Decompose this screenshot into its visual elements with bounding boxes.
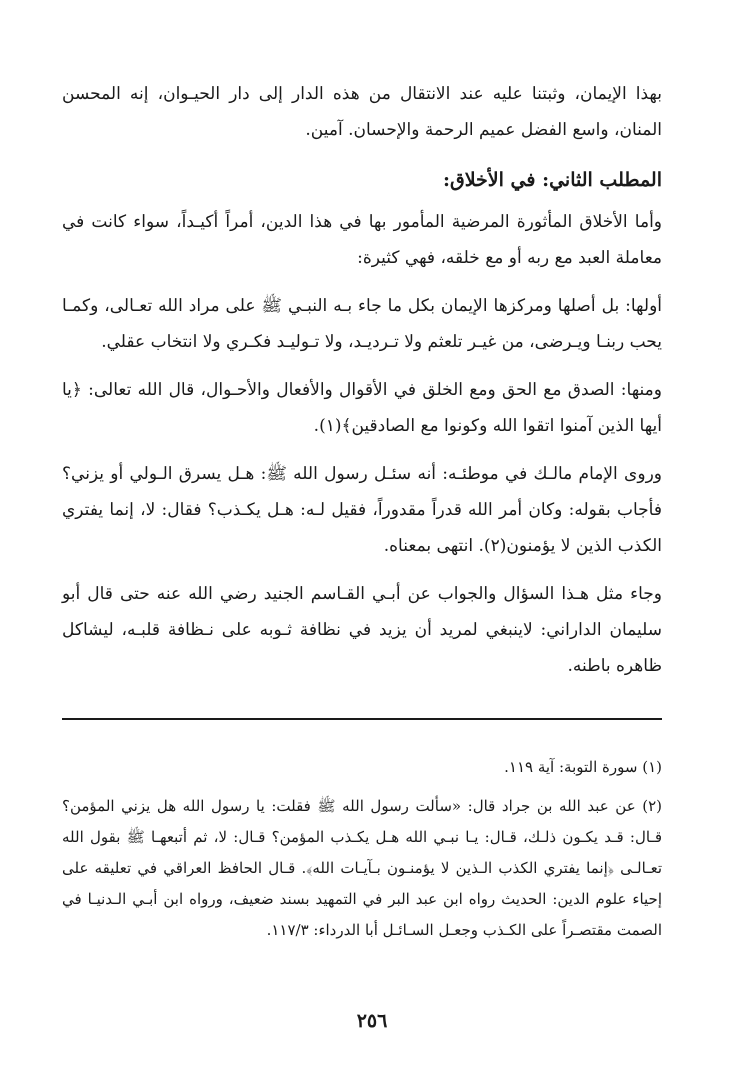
paragraph-ethics-intro: وأما الأخلاق المأثورة المرضية المأمور بها في هذا الدين، أمراً أكيـداً، سواء كانت في معاملة العبد مع ربه أو مع خلقه، فهي كثيرة:	[62, 212, 662, 268]
footnote-divider	[62, 718, 662, 720]
paragraph-malik: وروى الإمام مالـك في موطئـه: أنه سئـل رسول الله ﷺ: هـل يسرق الـولي أو يزني؟ فأجاب بقوله: وكان أمر الله قدراً مقدوراً، فقيل لـه: هـل يكـذب؟ فقال: لا، إنما يفتري الكذب الذين لا يؤمنون(٢). انتهى بمعناه.	[62, 464, 662, 556]
page-number: ٢٥٦	[356, 1010, 388, 1032]
footnotes	[62, 752, 662, 954]
paragraph-junayd: وجاء مثل هـذا السؤال والجواب عن أبـي القـاسم الجنيد رضي الله عنه حتى قال أبو سليمان الداراني: لاينبغي لمريد أن يزيد في نظافة ثـوبه على نـظافة قلبـه، ليشاكل ظاهره باطنه.	[62, 584, 662, 676]
paragraph-first: أولها: بل أصلها ومركزها الإيمان بكل ما جاء بـه النبـي ﷺ على مراد الله تعـالى، وكمـا يحب ربنـا ويـرضى، من غيـر تلعثم ولا تـرديـد، ولا تـوليـد فكـري ولا انتخاب عقلي.	[62, 296, 662, 352]
main-text	[62, 76, 662, 690]
footnote-1: (١) سورة التوبة: آية ١١٩.	[504, 758, 662, 776]
paragraph-truthfulness: ومنها: الصدق مع الحق ومع الخلق في الأقوال والأفعال والأحـوال، قال الله تعالى: ﴿يا أيها الذين آمنوا اتقوا الله وكونوا مع الصادقين﴾(١).	[62, 380, 662, 436]
paragraph-intro: بهذا الإيمان، وثبتنا عليه عند الانتقال من هذه الدار إلى دار الحيـوان، إنه المحسن المنان، واسع الفضل عميم الرحمة والإحسان. آمين.	[62, 84, 662, 140]
section-heading: المطلب الثاني: في الأخلاق:	[442, 169, 662, 191]
footnote-2: (٢) عن عبد الله بن جراد قال: «سألت رسول الله ﷺ فقلت: يا رسول الله هل يزني المؤمن؟ قـال: قـد يكـون ذلـك، قـال: يـا نبـي الله هـل يكـذب المؤمن؟ قـال: لا، ثم أتبعهـا ﷺ بقول الله تعـالـى ﴿إنما يفتري الكذب الـذين لا يؤمنـون بـآيـات الله﴾. قـال الحافظ العراقي في تعليقه على إحياء علوم الدين: الحديث رواه ابن عبد البر في التمهيد بسند ضعيف، ورواه ابن أبـي الـدنيـا في الصمت مقتصـراً على الكـذب وجعـل السـائـل أبا الدرداء: ١١٧/٣.	[62, 797, 662, 939]
